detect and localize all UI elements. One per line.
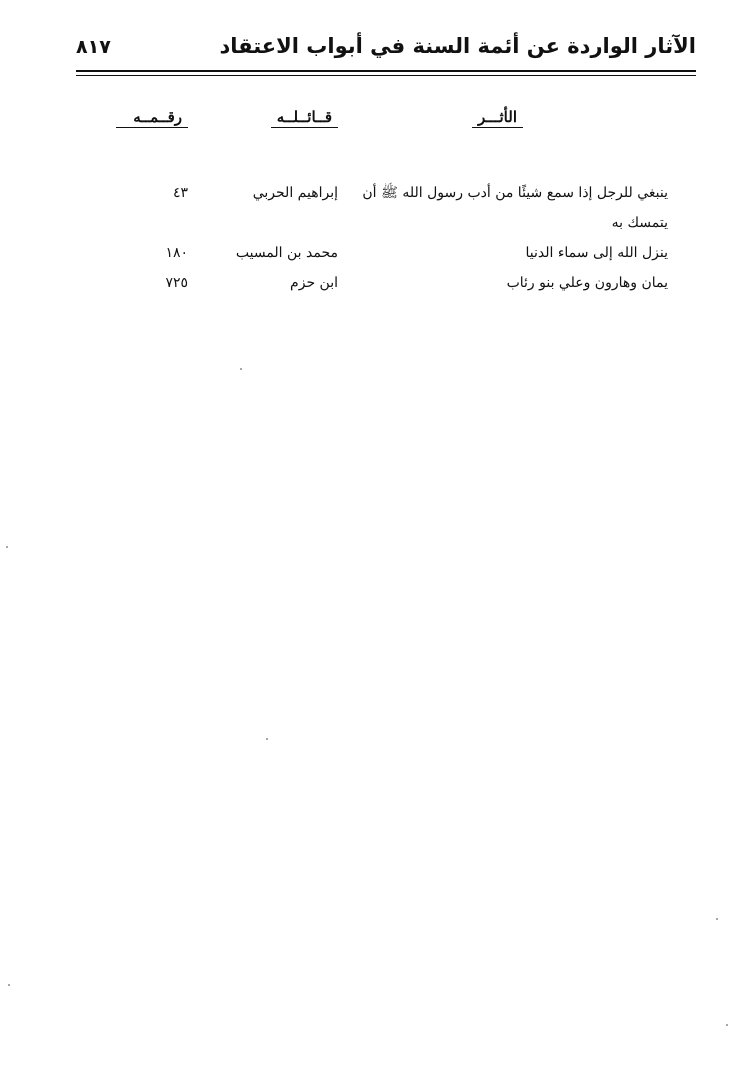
table-header-row	[76, 108, 668, 148]
index-table	[76, 108, 668, 298]
athar-cell: يمان وهارون وعلي بنو رئاب	[506, 275, 668, 291]
table-row	[76, 268, 668, 298]
scan-speck	[240, 368, 242, 370]
column-header-qail: قــائــلــه	[188, 108, 338, 126]
qail-cell: محمد بن المسيب	[235, 245, 338, 261]
scan-speck	[266, 738, 268, 740]
table-row	[76, 148, 668, 238]
running-title: الآثار الواردة عن أئمة السنة في أبواب الاعتقاد	[219, 34, 696, 58]
raqm-cell: ٧٢٥	[165, 275, 188, 291]
raqm-cell: ٤٣	[172, 185, 188, 201]
page-header	[76, 34, 696, 68]
page-number: ٨١٧	[76, 36, 111, 58]
scan-speck	[716, 918, 718, 920]
qail-cell: ابن حزم	[290, 275, 338, 291]
header-rule	[76, 70, 696, 72]
column-header-athar: الأثـــر	[338, 108, 668, 126]
table-row	[76, 238, 668, 268]
qail-cell: إبراهيم الحربي	[252, 185, 338, 201]
raqm-cell: ١٨٠	[165, 245, 188, 261]
athar-cell	[338, 178, 668, 238]
athar-line: ينبغي للرجل إذا سمع شيئًا من أدب رسول الله ﷺ أن	[362, 185, 668, 201]
scan-speck	[6, 546, 8, 548]
scan-speck	[726, 1024, 728, 1026]
column-header-raqm: رقــمــه	[76, 108, 188, 128]
header-rule-secondary	[76, 75, 696, 76]
athar-cell: ينزل الله إلى سماء الدنيا	[525, 245, 668, 261]
scan-speck	[8, 984, 10, 986]
athar-line: يتمسك به	[611, 215, 668, 231]
